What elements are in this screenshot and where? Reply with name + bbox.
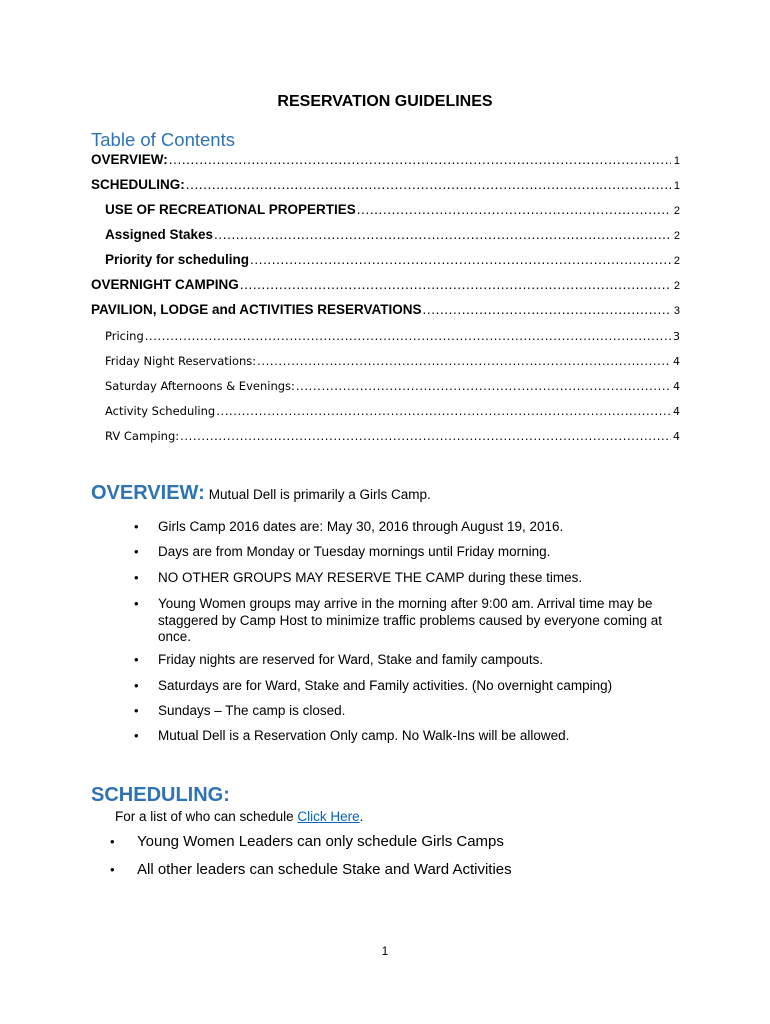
toc-entry-label: RV Camping: xyxy=(105,429,180,443)
toc-dot-leader xyxy=(145,329,671,343)
toc-entry[interactable] xyxy=(91,152,680,167)
toc-dot-leader xyxy=(216,404,671,418)
scheduling-intro-text: For a list of who can schedule xyxy=(115,809,298,824)
list-item-text: Girls Camp 2016 dates are: May 30, 2016 through August 19, 2016. xyxy=(158,519,564,534)
list-item-text: Saturdays are for Ward, Stake and Family activities. (No overnight camping) xyxy=(158,678,613,693)
toc-entry[interactable] xyxy=(91,277,680,292)
toc-entry-label: OVERVIEW: xyxy=(91,152,168,167)
list-item-text: Young Women groups may arrive in the morning after 9:00 am. Arrival time may be staggered by Camp Host to minimize traffic problems caused by everyone coming at once. xyxy=(158,596,662,644)
toc-entry[interactable] xyxy=(105,252,680,267)
toc-entry-label: Friday Night Reservations: xyxy=(105,354,257,368)
toc-dot-leader xyxy=(257,354,671,368)
bullet-icon: • xyxy=(110,834,115,849)
toc-entry-page: 3 xyxy=(673,330,680,343)
bullet-icon: • xyxy=(134,703,139,718)
bullet-icon: • xyxy=(134,678,139,693)
list-item xyxy=(110,861,697,879)
toc-entry[interactable] xyxy=(105,404,680,418)
toc-entry-label: Pricing xyxy=(105,329,144,343)
toc-entry-page: 2 xyxy=(673,205,680,217)
overview-intro: Mutual Dell is primarily a Girls Camp. xyxy=(208,487,431,502)
bullet-icon: • xyxy=(134,519,139,534)
toc-entry-label: Assigned Stakes xyxy=(105,227,214,242)
toc-entry-page: 2 xyxy=(673,280,680,292)
toc-entry-label: PAVILION, LODGE and ACTIVITIES RESERVATIONS xyxy=(91,302,422,317)
toc-entry-page: 2 xyxy=(673,230,680,242)
bullet-icon: • xyxy=(134,652,139,667)
toc-dot-leader xyxy=(240,277,671,292)
toc-entry-page: 3 xyxy=(673,305,680,317)
bullet-icon: • xyxy=(110,862,115,877)
list-item xyxy=(134,519,683,536)
page-number: 1 xyxy=(381,944,389,958)
toc-entry-label: SCHEDULING: xyxy=(91,177,185,192)
toc-entry[interactable] xyxy=(105,329,680,343)
toc-entry-page: 1 xyxy=(673,155,680,167)
list-item xyxy=(134,596,683,646)
overview-heading: OVERVIEW: xyxy=(91,482,205,504)
scheduling-intro xyxy=(115,809,363,824)
toc-entry[interactable] xyxy=(105,429,680,443)
toc-heading: Table of Contents xyxy=(91,129,235,150)
toc-entry[interactable] xyxy=(91,302,680,317)
toc-entry-page: 4 xyxy=(673,380,680,393)
bullet-icon: • xyxy=(134,728,139,743)
toc-entry-label: USE OF RECREATIONAL PROPERTIES xyxy=(105,202,356,217)
list-item xyxy=(134,703,683,720)
list-item xyxy=(134,652,683,669)
list-item-text: All other leaders can schedule Stake and Ward Activities xyxy=(137,861,512,878)
list-item-text: Mutual Dell is a Reservation Only camp. No Walk-Ins will be allowed. xyxy=(158,728,570,743)
toc-entry-label: OVERNIGHT CAMPING xyxy=(91,277,239,292)
scheduling-intro-suffix: . xyxy=(359,809,364,824)
bullet-icon: • xyxy=(134,544,139,559)
list-item xyxy=(134,678,683,695)
document-title: RESERVATION GUIDELINES xyxy=(277,93,493,110)
toc-entry-label: Priority for scheduling xyxy=(105,252,250,267)
toc-entry-page: 2 xyxy=(673,255,680,267)
list-item-text: Friday nights are reserved for Ward, Stake and family campouts. xyxy=(158,652,544,667)
toc-entry[interactable] xyxy=(105,379,680,393)
toc-entry[interactable] xyxy=(91,177,680,192)
toc-dot-leader xyxy=(169,152,671,167)
list-item-text: Days are from Monday or Tuesday mornings until Friday morning. xyxy=(158,544,551,559)
toc-entry-page: 4 xyxy=(673,405,680,418)
toc-entry[interactable] xyxy=(105,354,680,368)
list-item xyxy=(110,833,697,851)
toc-entry-label: Activity Scheduling xyxy=(105,404,216,418)
toc-dot-leader xyxy=(357,202,671,217)
toc-entry-page: 1 xyxy=(673,180,680,192)
toc-dot-leader xyxy=(296,379,671,393)
click-here-link[interactable]: Click Here xyxy=(297,809,360,824)
toc-dot-leader xyxy=(180,429,671,443)
toc-entry[interactable] xyxy=(105,227,680,242)
list-item xyxy=(134,570,683,587)
toc-dot-leader xyxy=(214,227,671,242)
scheduling-heading: SCHEDULING: xyxy=(91,784,230,806)
toc-entry[interactable] xyxy=(105,202,680,217)
toc-entry-page: 4 xyxy=(673,430,680,443)
toc-dot-leader xyxy=(423,302,671,317)
list-item xyxy=(134,728,683,745)
bullet-icon: • xyxy=(134,570,139,585)
toc-entry-page: 4 xyxy=(673,355,680,368)
bullet-icon: • xyxy=(134,596,139,611)
list-item xyxy=(134,544,683,561)
list-item-text: Sundays – The camp is closed. xyxy=(158,703,346,718)
toc-dot-leader xyxy=(186,177,671,192)
list-item-text: Young Women Leaders can only schedule Girls Camps xyxy=(137,833,504,850)
overview-section xyxy=(91,482,431,505)
toc-dot-leader xyxy=(250,252,671,267)
list-item-text: NO OTHER GROUPS MAY RESERVE THE CAMP during these times. xyxy=(158,570,583,585)
toc-entry-label: Saturday Afternoons & Evenings: xyxy=(105,379,295,393)
